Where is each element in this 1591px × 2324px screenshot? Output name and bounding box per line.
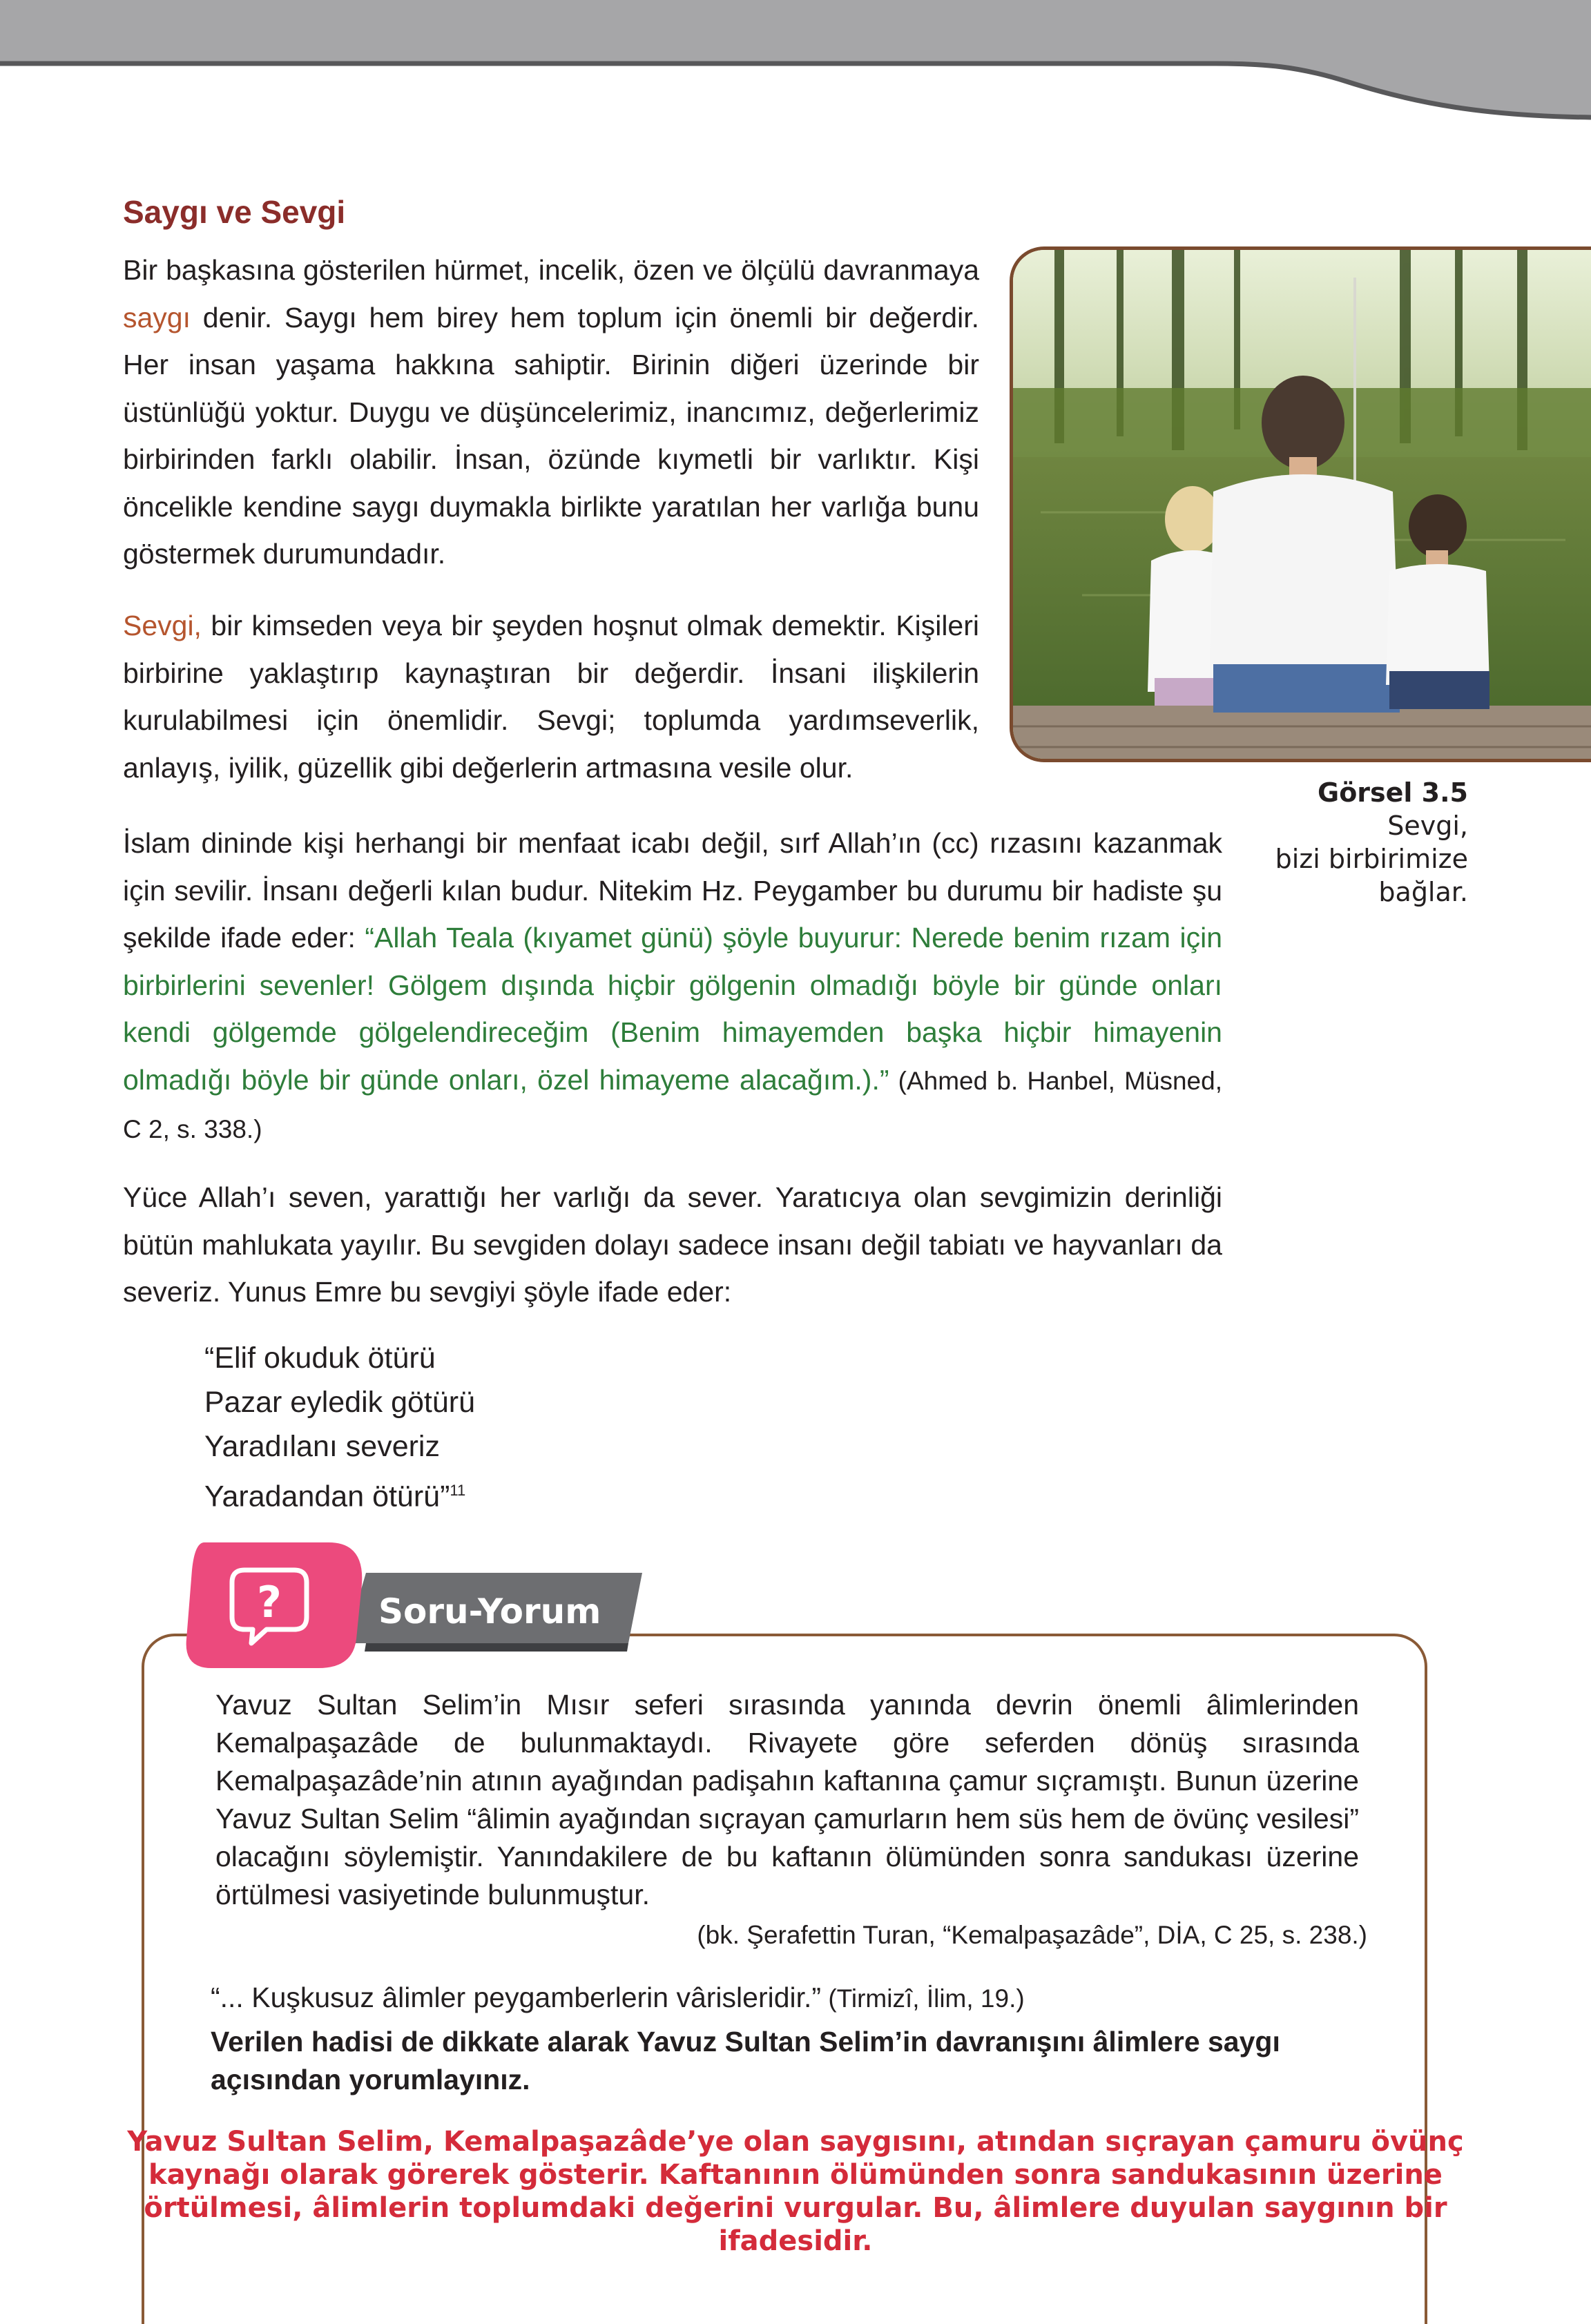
photo-father-children-lake bbox=[1010, 246, 1591, 762]
hadith-ulema-text: “... Kuşkusuz âlimler peygamberlerin vârisleridir.” bbox=[211, 1982, 822, 2013]
question-bubble-icon bbox=[184, 1542, 365, 1668]
hadith-ulema-source: (Tirmizî, İlim, 19.) bbox=[821, 1984, 1025, 2013]
paragraph-love-text: bir kimseden veya bir şeyden hoşnut olmak demektir. Kişileri birbirine yaklaştırıp kaynaştıran bir değerdir. İnsani ilişkilerin kurulabilmesi için önemlidir. Sevgi; toplumda yardımseverlik, anlayış, iyilik, güzellik gibi değerlerin artmasına vesile olur. bbox=[123, 610, 979, 784]
top-banner bbox=[0, 0, 1591, 166]
keyword-saygi: saygı bbox=[123, 301, 191, 333]
soru-yorum-question: Verilen hadisi de dikkate alarak Yavuz Sultan Selim’in davranışını âlimlere saygı açısından yorumlayınız. bbox=[211, 2026, 1280, 2095]
caption-line: bizi birbirimize bbox=[1275, 844, 1468, 874]
svg-text:?: ? bbox=[257, 1577, 282, 1627]
soru-yorum-label: Soru-Yorum bbox=[378, 1591, 601, 1631]
caption-line: bağlar. bbox=[1378, 877, 1468, 907]
hadith-quote: “Allah Teala (kıyamet günü) şöyle buyurur: Nerede benim rızam için birbirlerini sevenler! Gölgem dışında hiçbir gölgenin olmadığı böyle bir günde onları kendi gölgemde gölgelendireceğim (Benim himayemden başka hiçbir himayenin olmadığı böyle bir günde onları, özel himayeme alacağım.).” bbox=[123, 922, 1223, 1096]
paragraph-islam-text: İslam dininde kişi herhangi bir menfaat icabı değil, sırf Allah’ın (cc) rızasını kazanmak için sevilir. İnsanı değerli kılan budur. Nitekim Hz. Peygamber bu durumu bir hadiste şu şekilde ifade eder: bbox=[123, 827, 1222, 953]
hadith-source: (Ahmed b. Hanbel, Müsned, C 2, s. 338.) bbox=[123, 1066, 1222, 1143]
paragraph-love bbox=[123, 602, 979, 791]
answer-text: Yavuz Sultan Selim, Kemalpaşazâde’ye olan saygısını, atından sıçrayan çamuru övünç kaynağı olarak görerek gösterir. Kaftanının ölümünden sonra sandukasının üzerine örtülmesi, âlimlerin toplumdaki değerini vurgular. Bu, âlimlere duyulan saygının bir ifadesidir. bbox=[127, 2126, 1464, 2257]
footnote-marker: 11 bbox=[450, 1482, 466, 1499]
paragraph-respect-start: Bir başkasına gösterilen hürmet, incelik, özen ve ölçülü davranmaya bbox=[123, 254, 979, 286]
section-title: Saygı ve Sevgi bbox=[123, 194, 346, 230]
hadith-ulema bbox=[211, 1982, 1025, 2014]
yunus-emre-poem bbox=[204, 1336, 475, 1518]
paragraph-respect-end: denir. Saygı hem birey hem toplum için önemli bir değerdir. Her insan yaşama hakkına sahiptir. Birinin diğeri üzerinde bir üstünlüğü yoktur. Duygu ve düşüncelerimiz, inancımız, değerlerimiz birbirinden farklı olabilir. İnsan, özünde kıymetli bir varlıktır. Kişi öncelikle kendine saygı duymakla birlikte yaratılan her varlığa bunu göstermek durumundadır. bbox=[123, 301, 979, 570]
paragraph-allah-love: Yüce Allah’ı seven, yarattığı her varlığı da sever. Yaratıcıya olan sevgimizin derinliği bütün mahlukata yayılır. Bu sevgiden dolayı sadece insanı değil tabiatı ve hayvanları da severiz. Yunus Emre bu sevgiyi şöyle ifade eder: bbox=[123, 1181, 1222, 1308]
paragraph-respect bbox=[123, 246, 979, 578]
poem-line: “Elif okuduk ötürü bbox=[204, 1342, 436, 1375]
caption-line: Sevgi, bbox=[1387, 811, 1468, 841]
poem-line: Pazar eyledik götürü bbox=[204, 1386, 475, 1419]
poem-line: Yaradılanı severiz bbox=[204, 1430, 440, 1463]
keyword-sevgi: Sevgi, bbox=[123, 610, 202, 641]
figure-caption bbox=[1275, 776, 1468, 909]
family-photo-illustration bbox=[1013, 250, 1591, 762]
story-reference: (bk. Şerafettin Turan, “Kemalpaşazâde”, DİA, C 25, s. 238.) bbox=[697, 1921, 1367, 1949]
poem-line bbox=[204, 1469, 475, 1518]
figure-number: Görsel 3.5 bbox=[1318, 777, 1468, 808]
soru-yorum-story: Yavuz Sultan Selim’in Mısır seferi sırasında yanında devrin önemli âlimlerinden Kemalpaşazâde de bulunmaktaydı. Rivayete göre seferden dönüş sırasında Kemalpaşazâde’nin atının ayağından padişahın kaftanına çamur sıçramıştı. Bunun üzerine Yavuz Sultan Selim “âlimin ayağından sıçrayan çamurların hem süs hem de övünç vesilesi” olacağını söylemiştir. Yanındakilere de bu kaftanın ölümünden sonra sandukası üzerine örtülmesi vasiyetinde bulunmuştur. bbox=[215, 1689, 1359, 1910]
paragraph-islam bbox=[123, 820, 1222, 1154]
poem-line-text: Yaradandan ötürü” bbox=[204, 1480, 450, 1513]
